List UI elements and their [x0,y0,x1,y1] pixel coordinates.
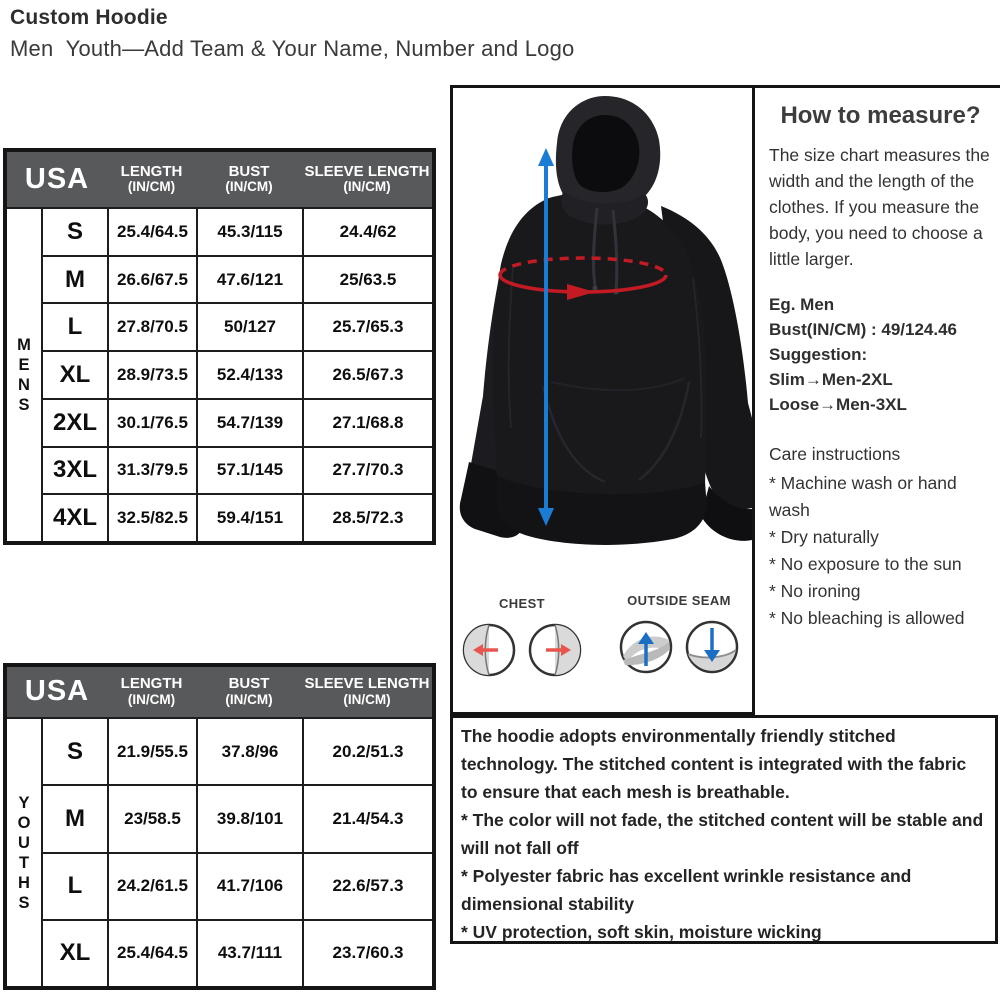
bust-cell: 47.6/121 [196,257,302,303]
sleeve-cell: 28.5/72.3 [302,495,432,541]
length-cell: 28.9/73.5 [107,352,196,398]
how-to-measure-heading: How to measure? [780,102,981,129]
length-cell: 21.9/55.5 [107,719,196,784]
sleeve-cell: 20.2/51.3 [302,719,432,784]
size-cell: S [66,217,83,245]
youths-table-header [7,667,432,717]
size-cell: 3XL [52,456,97,484]
length-cell: 32.5/82.5 [107,495,196,541]
hoodie-image [453,88,752,588]
length-cell: 23/58.5 [107,786,196,851]
sleeve-cell: 25/63.5 [302,257,432,303]
youths-size-row [43,852,432,919]
measure-panel [450,85,755,715]
sizing-example-line: Bust(IN/CM) : 49/124.46 [769,320,957,339]
column-header-sleeve: SLEEVE LENGTH (IN/CM) [304,675,430,707]
youths-group-label: YOUTHS [7,719,43,986]
description-paragraph: * UV protection, soft skin, moisture wicking [461,922,822,942]
outside-seam-label: OUTSIDE SEAM [627,593,731,608]
how-to-measure-intro: The size chart measures the width and the length of the clothes. If you measure the body, you need to choose a little larger. [769,145,990,269]
chest-arrow-left-icon [462,623,516,677]
sizing-example-line: Slim→Men-2XL [769,370,893,389]
mens-size-table [3,148,436,545]
mens-group-label: MENS [7,209,43,541]
sleeve-cell: 26.5/67.3 [302,352,432,398]
bust-cell: 54.7/139 [196,400,302,446]
sleeve-cell: 25.7/65.3 [302,304,432,350]
description-paragraph: The hoodie adopts environmentally friendly stitched technology. The stitched content is integrated with the fabric to ensure that each mesh is breathable. [461,726,967,802]
youths-size-table [3,663,436,990]
column-header-length: LENGTH (IN/CM) [120,162,183,195]
size-cell: XL [59,361,91,389]
sizing-example-line: Eg. Men [769,295,835,314]
bust-cell: 52.4/133 [196,352,302,398]
column-header-bust: BUST (IN/CM) [225,162,273,195]
sleeve-cell: 24.4/62 [302,209,432,255]
length-cell: 30.1/76.5 [107,400,196,446]
column-header-usa: USA [24,675,90,708]
youths-size-row [43,719,432,784]
column-header-bust: BUST (IN/CM) [225,675,273,707]
sleeve-cell: 23.7/60.3 [302,921,432,986]
bust-cell: 43.7/111 [196,921,302,986]
youths-size-row [43,919,432,986]
youths-size-row [43,784,432,851]
product-description-box [450,715,998,944]
size-cell: L [67,313,83,341]
bust-cell: 39.8/101 [196,786,302,851]
bust-cell: 41.7/106 [196,854,302,919]
mens-size-row [43,209,432,255]
care-instruction-item: * No ironing [769,581,861,601]
sleeve-cell: 27.1/68.8 [302,400,432,446]
seam-arrow-down-icon [685,620,739,674]
mens-size-row [43,302,432,350]
sizing-example-line: Suggestion: [769,345,868,364]
mens-size-row [43,255,432,303]
column-header-sleeve: SLEEVE LENGTH (IN/CM) [304,162,430,195]
mens-size-row [43,493,432,541]
care-instructions-heading: Care instructions [769,444,901,464]
mens-size-row [43,446,432,494]
mens-table-header [7,152,432,207]
size-cell: 4XL [52,504,97,532]
description-paragraph: * Polyester fabric has excellent wrinkle resistance and dimensional stability [461,866,912,914]
sizing-example-block [769,292,992,417]
bust-cell: 59.4/151 [196,495,302,541]
length-cell: 25.4/64.5 [107,921,196,986]
care-instruction-item: * Dry naturally [769,527,879,547]
bust-cell: 57.1/145 [196,448,302,494]
bust-cell: 45.3/115 [196,209,302,255]
size-cell: S [66,737,83,765]
bust-cell: 37.8/96 [196,719,302,784]
outside-seam-measure-group [611,593,747,674]
size-cell: 2XL [52,408,97,436]
size-cell: XL [59,939,91,967]
sleeve-cell: 27.7/70.3 [302,448,432,494]
size-cell: L [67,872,83,900]
page-subtitle: Men Youth—Add Team & Your Name, Number and Logo [10,36,575,61]
length-cell: 25.4/64.5 [107,209,196,255]
chest-arrow-right-icon [528,623,582,677]
care-instruction-item: * No bleaching is allowed [769,608,965,628]
length-cell: 27.8/70.5 [107,304,196,350]
sleeve-cell: 22.6/57.3 [302,854,432,919]
page-title: Custom Hoodie [10,6,168,29]
bust-cell: 50/127 [196,304,302,350]
chest-measure-group [459,596,585,677]
mens-size-row [43,398,432,446]
description-paragraph: * The color will not fade, the stitched content will be stable and will not fall off [461,810,984,858]
column-header-usa: USA [24,162,90,195]
care-instruction-item: * Machine wash or hand wash [769,473,957,520]
length-cell: 26.6/67.5 [107,257,196,303]
sleeve-cell: 21.4/54.3 [302,786,432,851]
column-header-length: LENGTH (IN/CM) [120,675,183,707]
sizing-example-line: Loose→Men-3XL [769,395,907,414]
mens-size-row [43,350,432,398]
length-cell: 31.3/79.5 [107,448,196,494]
care-instruction-item: * No exposure to the sun [769,554,962,574]
length-cell: 24.2/61.5 [107,854,196,919]
care-instructions-block [769,441,992,632]
size-cell: M [65,804,85,832]
chest-label: CHEST [498,596,546,611]
how-to-measure-panel [755,85,1000,715]
seam-arrow-up-icon [619,620,673,674]
size-cell: M [65,265,85,293]
